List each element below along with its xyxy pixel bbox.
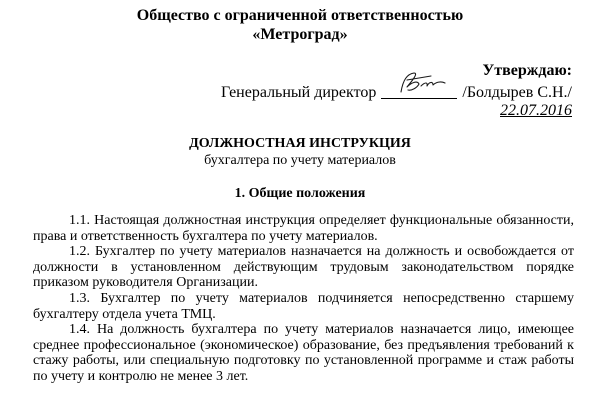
section-heading: 1. Общие положения [234,186,366,201]
document-title: ДОЛЖНОСТНАЯ ИНСТРУКЦИЯ [189,136,411,151]
paragraph-1-1: 1.1. Настоящая должностная инструкция определяет функциональные обязанности, права и ответственность бухгалтера по учету материалов. [33,213,574,244]
document-subtitle: бухгалтера по учету материалов [204,153,396,168]
approval-label: Утверждаю: [482,62,572,79]
paragraph-1-4: 1.4. На должность бухгалтера по учету материалов назначается лицо, имеющее среднее профессиональное (экономическое) образование, без предъявления требований к стажу работы, или специальную подготовку по установленной программе и стаж работы по учету и контролю не менее 3 лет. [33,322,574,384]
director-name: /Болдырев С.Н./ [462,84,572,101]
director-position: Генеральный директор [221,84,377,101]
paragraph-1-3: 1.3. Бухгалтер по учету материалов подчиняется непосредственно старшему бухгалтеру отдела учета ТМЦ. [33,290,574,322]
handwritten-signature [381,70,457,98]
paragraph-1-2: 1.2. Бухгалтер по учету материалов назначается на должность и освобождается от должности в установленном действующим трудовым законодательством порядке приказом руководителя Организации. [33,244,574,291]
signature-line [381,81,457,99]
organization-type: Общество с ограниченной ответственностью [136,7,464,24]
section-body [33,213,574,385]
approval-signature-row [0,81,572,102]
organization-name: «Метроград» [252,26,348,43]
approval-date: 22.07.2016 [500,102,572,119]
